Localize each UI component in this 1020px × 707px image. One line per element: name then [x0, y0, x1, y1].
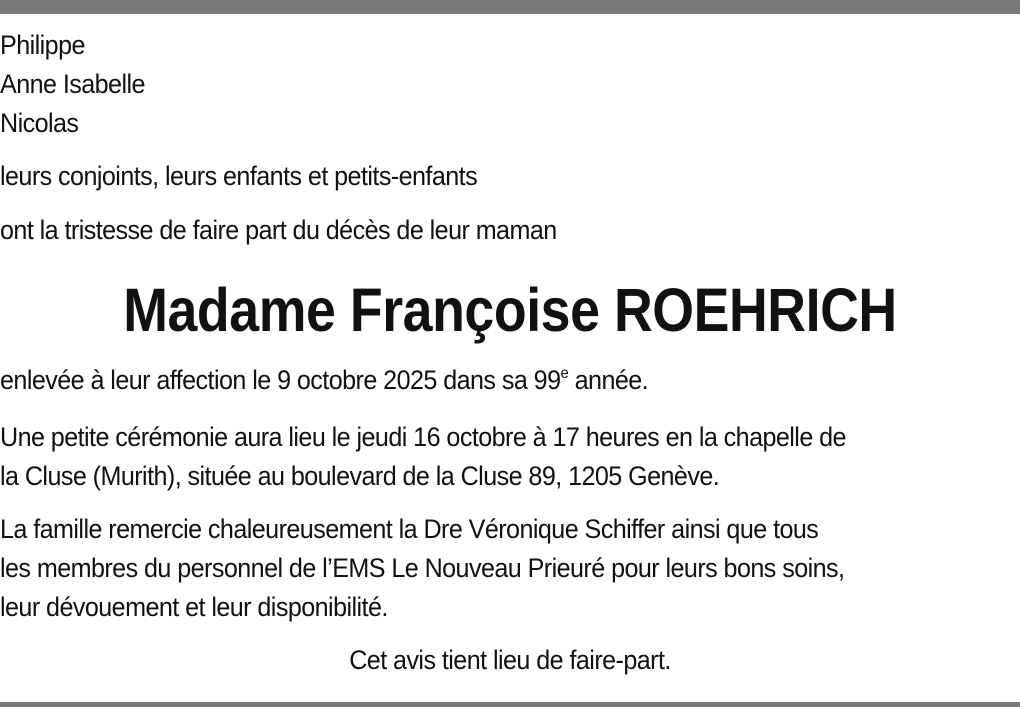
thanks-paragraph: [0, 510, 1019, 627]
top-rule: [0, 0, 1020, 14]
thanks-line: La famille remercie chaleureusement la Dre Véronique Schiffer ainsi que tous: [0, 514, 819, 544]
death-statement: [0, 361, 1019, 404]
death-statement-end: année.: [568, 365, 649, 395]
death-statement-text: enlevée à leur affection le 9 octobre 2025 dans sa 99: [0, 365, 561, 395]
ceremony-paragraph: [0, 418, 1019, 496]
bottom-rule: [0, 702, 1020, 707]
closing-note: Cet avis tient lieu de faire-part.: [349, 645, 671, 675]
ceremony-line: la Cluse (Murith), située au boulevard de la Cluse 89, 1205 Genève.: [0, 461, 720, 491]
deceased-name-heading: Madame Françoise ROEHRICH: [123, 276, 897, 344]
thanks-line: les membres du personnel de l’EMS Le Nouveau Prieuré pour leurs bons soins,: [0, 553, 845, 583]
family-name: Philippe: [0, 30, 85, 60]
family-name: Anne Isabelle: [0, 69, 145, 99]
announcement-line: ont la tristesse de faire part du décès de leur maman: [0, 215, 557, 245]
ceremony-line: Une petite cérémonie aura lieu le jeudi 16 octobre à 17 heures en la chapelle de: [0, 422, 846, 452]
family-names: [0, 26, 1019, 143]
thanks-line: leur dévouement et leur disponibilité.: [0, 592, 388, 622]
ordinal-suffix: e: [560, 365, 569, 382]
family-name: Nicolas: [0, 108, 79, 138]
relatives-line: leurs conjoints, leurs enfants et petits-enfants: [0, 161, 478, 191]
obituary-notice: [0, 26, 1020, 680]
